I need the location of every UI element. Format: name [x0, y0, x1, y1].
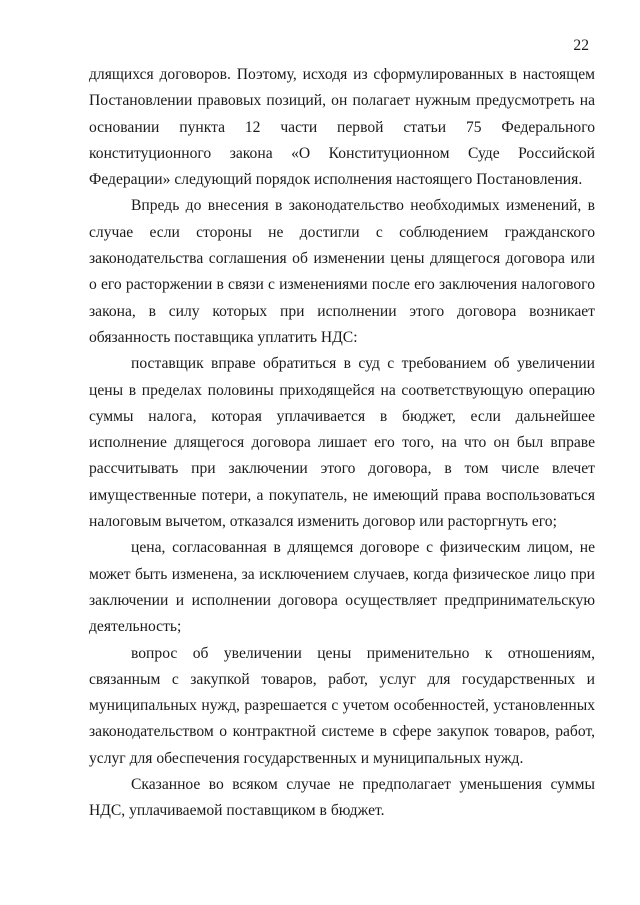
- paragraph-6: Сказанное во всяком случае не предполагает уменьшения суммы НДС, уплачиваемой поставщиком в бюджет.: [89, 776, 595, 820]
- page-number: 22: [573, 37, 589, 54]
- paragraph-2: Впредь до внесения в законодательство необходимых изменений, в случае если стороны не достигли с соблюдением гражданского законодательства соглашения об изменении цены длящегося договора или о его расторжении в связи с изменениями после его заключения налогового закона, в силу которых при исполнении этого договора возникает обязанность поставщика уплатить НДС:: [89, 197, 595, 346]
- document-body: [89, 62, 595, 825]
- paragraph-4: цена, согласованная в длящемся договоре с физическим лицом, не может быть изменена, за исключением случаев, когда физическое лицо при заключении и исполнении договора осуществляет предпринимательскую деятельность;: [89, 539, 595, 636]
- paragraph-5: вопрос об увеличении цены применительно к отношениям, связанным с закупкой товаров, работ, услуг для государственных и муниципальных нужд, разрешается с учетом особенностей, установленных законодательством о контрактной системе в сфере закупок товаров, работ, услуг для обеспечения государственных и муниципальных нужд.: [89, 644, 595, 767]
- paragraph-1: длящихся договоров. Поэтому, исходя из сформулированных в настоящем Постановлении правовых позиций, он полагает нужным предусмотреть на основании пункта 12 части первой статьи 75 Федерального конституционного закона «О Конституционном Суде Российской Федерации» следующий порядок исполнения настоящего Постановления.: [89, 66, 595, 189]
- paragraph-3: поставщик вправе обратиться в суд с требованием об увеличении цены в пределах половины приходящейся на соответствующую операцию суммы налога, которая уплачивается в бюджет, если дальнейшее исполнение длящегося договора лишает его того, на что он был вправе рассчитывать при заключении этого договора, в том числе влечет имущественные потери, а покупатель, не имеющий права воспользоваться налоговым вычетом, отказался изменить договор или расторгнуть его;: [89, 355, 595, 531]
